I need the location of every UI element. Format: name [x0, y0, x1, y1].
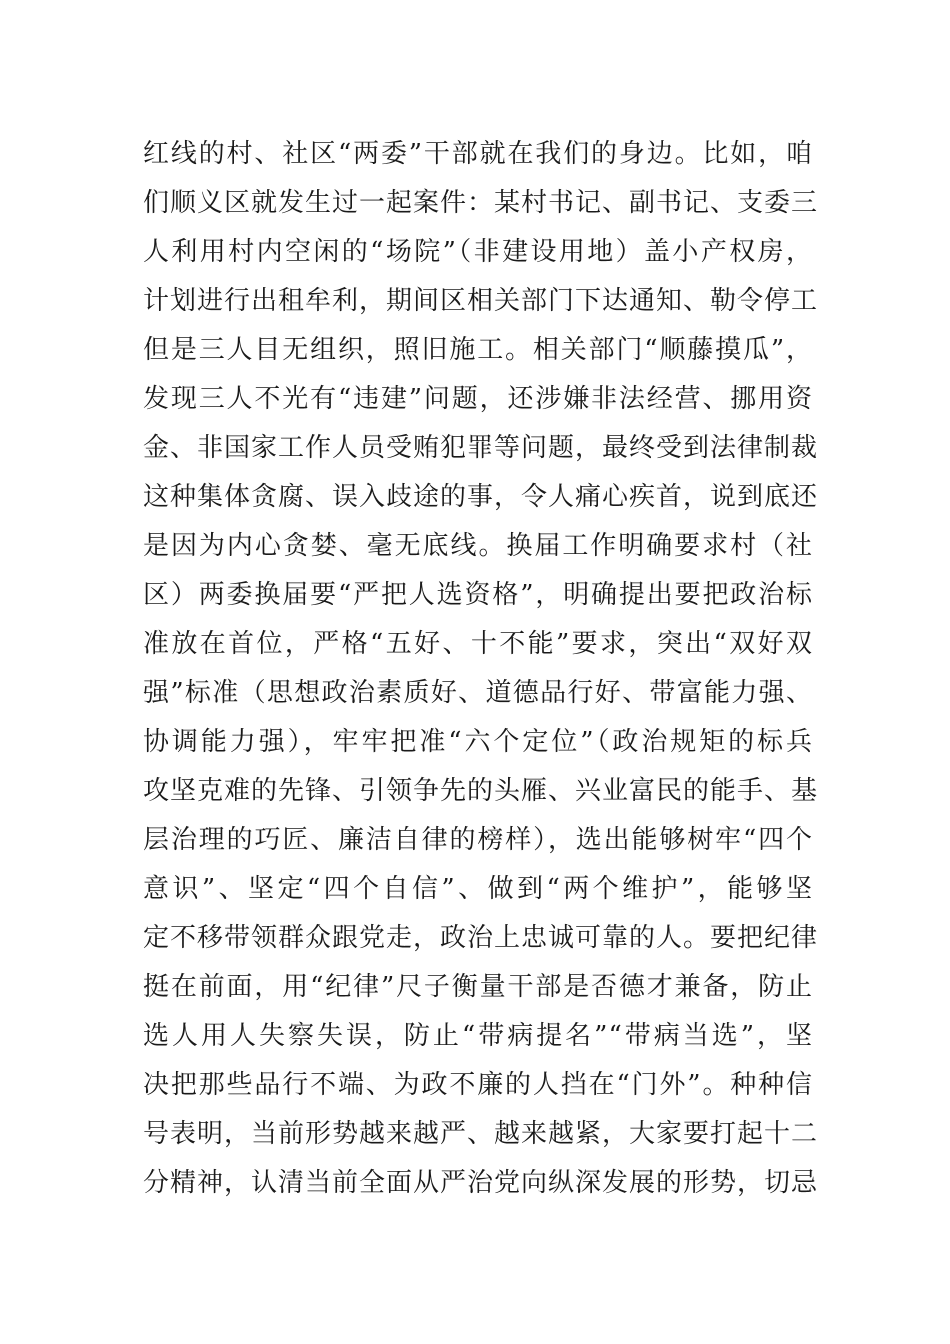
text-line: 强”标准（思想政治素质好、道德品行好、带富能力强、: [143, 678, 813, 708]
text-line: 攻坚克难的先锋、引领争先的头雁、兴业富民的能手、基: [143, 776, 819, 806]
text-line: 们顺义区就发生过一起案件：某村书记、副书记、支委三: [143, 188, 819, 218]
body-text: [143, 130, 819, 1208]
text-line: 号表明，当前形势越来越严、越来越紧，大家要打起十二: [143, 1119, 819, 1149]
text-line: 发现三人不光有“违建”问题，还涉嫌非法经营、挪用资: [143, 384, 813, 414]
text-line: 分精神，认清当前全面从严治党向纵深发展的形势，切忌: [143, 1168, 819, 1198]
text-line: 定不移带领群众跟党走，政治上忠诚可靠的人。要把纪律: [143, 923, 819, 953]
text-line: 决把那些品行不端、为政不廉的人挡在“门外”。种种信: [143, 1070, 813, 1100]
text-line: 金、非国家工作人员受贿犯罪等问题，最终受到法律制裁: [143, 433, 819, 463]
text-line: 计划进行出租牟利，期间区相关部门下达通知、勒令停工: [143, 286, 819, 316]
text-line: 红线的村、社区“两委”干部就在我们的身边。比如，咱: [143, 139, 813, 169]
text-line: 人利用村内空闲的“场院”（非建设用地）盖小产权房，: [143, 237, 813, 267]
text-line: 协调能力强），牢牢把准“六个定位”（政治规矩的标兵: [143, 727, 813, 757]
text-line: 区）两委换届要“严把人选资格”，明确提出要把政治标: [143, 580, 813, 610]
text-line: 但是三人目无组织，照旧施工。相关部门“顺藤摸瓜”，: [143, 335, 813, 365]
text-line: 挺在前面，用“纪律”尺子衡量干部是否德才兼备，防止: [143, 972, 813, 1002]
text-line: 意识”、坚定“四个自信”、做到“两个维护”，能够坚: [143, 874, 813, 904]
text-line: 这种集体贪腐、误入歧途的事，令人痛心疾首，说到底还: [143, 482, 819, 512]
text-line: 选人用人失察失误，防止“带病提名”“带病当选”，坚: [143, 1021, 813, 1051]
text-line: 准放在首位，严格“五好、十不能”要求，突出“双好双: [143, 629, 813, 659]
text-line: 层治理的巧匠、廉洁自律的榜样），选出能够树牢“四个: [143, 825, 813, 855]
text-line: 是因为内心贪婪、毫无底线。换届工作明确要求村（社: [143, 531, 813, 561]
